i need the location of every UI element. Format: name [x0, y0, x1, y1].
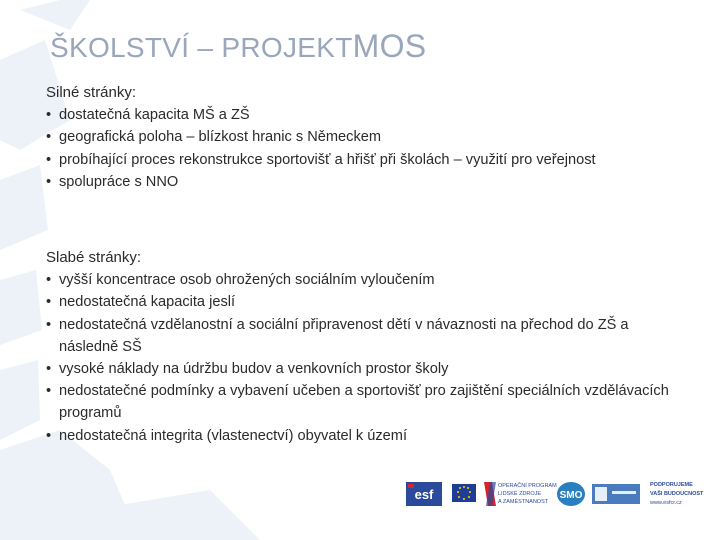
list-item: • probíhající proces rekonstrukce sportovišť a hřišť při školách – využití pro veřejnost [46, 149, 686, 171]
weaknesses-heading: Slabé stránky: [46, 249, 142, 266]
weaknesses-section [46, 247, 686, 447]
svg-text:SMO: SMO [559, 490, 583, 501]
list-item: • nedostatečná kapacita jeslí [46, 291, 686, 313]
svg-text:OPERAČNÍ PROGRAM: OPERAČNÍ PROGRAM [498, 483, 557, 489]
svg-text:esf: esf [414, 487, 434, 502]
list-item: • vyšší koncentrace osob ohrožených sociálním vyloučením [46, 269, 686, 291]
strengths-section [46, 82, 686, 193]
opz-logo [484, 476, 557, 512]
list-item: • geografická poloha – blízkost hranic s Německem [46, 126, 686, 148]
svg-text:VAŠI BUDOUCNOST: VAŠI BUDOUCNOST [650, 491, 704, 497]
esf-logo [406, 476, 442, 512]
regional-logo [592, 476, 640, 512]
strengths-list [46, 104, 686, 193]
support-logo [648, 476, 704, 512]
svg-text:LIDSKÉ ZDROJE: LIDSKÉ ZDROJE [498, 491, 542, 497]
svg-text:A ZAMĚSTNANOST: A ZAMĚSTNANOST [498, 499, 549, 505]
strengths-heading: Silné stránky: [46, 84, 137, 101]
list-item: • spolupráce s NNO [46, 171, 686, 193]
weaknesses-list [46, 269, 686, 447]
smo-logo [556, 476, 586, 512]
list-item: • dostatečná kapacita MŠ a ZŠ [46, 104, 686, 126]
svg-text:PODPORUJEME: PODPORUJEME [650, 482, 693, 488]
list-item: • vysoké náklady na údržbu budov a venkovních prostor školy [46, 358, 686, 380]
list-item: • nedostatečné podmínky a vybavení učeben a sportovišť pro zajištění speciálních vzdělávacích programů [46, 380, 686, 424]
eu-flag-logo [452, 476, 476, 512]
list-item: • nedostatečná integrita (vlastenectví) obyvatel k území [46, 425, 686, 447]
svg-text:www.esfcr.cz: www.esfcr.cz [650, 500, 682, 506]
list-item: • nedostatečná vzdělanostní a sociální připravenost dětí v návaznosti na přechod do ZŠ a následně SŠ [46, 314, 686, 358]
page-title: ŠKOLSTVÍ – PROJEKTMOS [50, 28, 427, 64]
